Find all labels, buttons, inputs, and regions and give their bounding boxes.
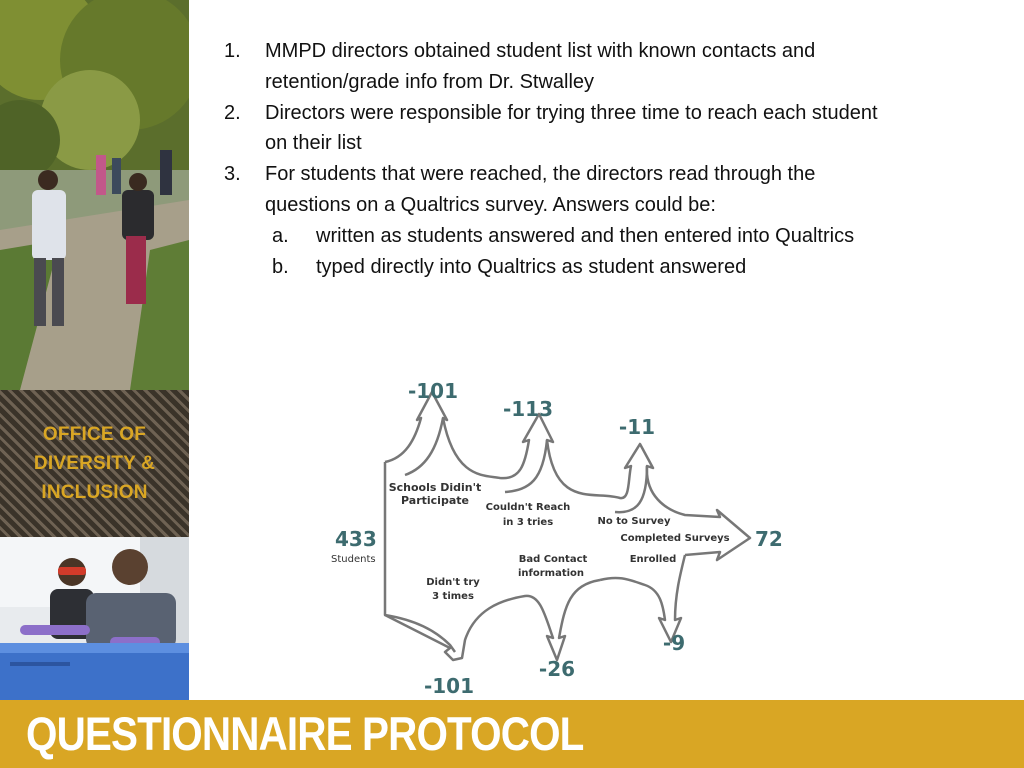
- bottom-branch-label-3: Enrolled: [629, 554, 677, 565]
- top-branch-value-3: -11: [618, 415, 656, 439]
- bottom-branch-label-2-line2: information: [517, 568, 585, 579]
- bottom-branch-value-2: -26: [538, 657, 576, 681]
- lab-photo: [0, 537, 189, 700]
- sub-list-letter: b.: [272, 255, 289, 278]
- list-number: 1.: [224, 40, 241, 62]
- main-arrow-top: [647, 466, 750, 560]
- bottom-branch-label-2-line1: Bad Contact: [518, 554, 588, 565]
- list-text: For students that were reached, the directors read through the questions on a Qualtrics survey. Answers could be:: [265, 163, 816, 216]
- sub-list-text: written as students answered and then entered into Qualtrics: [316, 224, 855, 247]
- list-item: [224, 159, 884, 221]
- top-branch-label-3: No to Survey: [597, 516, 671, 527]
- final-label: Completed Surveys: [620, 533, 730, 544]
- end-value: 72: [755, 527, 783, 551]
- bottom-branch-label-1-line2: 3 times: [432, 591, 474, 602]
- bottom-branch-arrow-1: [385, 580, 600, 660]
- list-number: 3.: [224, 163, 241, 186]
- list-text: Directors were responsible for trying three time to reach each student on their list: [265, 101, 878, 155]
- top-branch-arrow-1: [385, 392, 447, 475]
- top-branch-label-1-line2: Participate: [401, 494, 469, 507]
- top-branch-value-2: -113: [502, 397, 554, 421]
- flow-arrows: [385, 392, 750, 660]
- bottom-branch-arrow-2: [600, 555, 685, 642]
- sub-list-item: [272, 252, 884, 283]
- protocol-list: [224, 36, 884, 282]
- top-branch-value-1: -101: [407, 379, 459, 403]
- top-branch-label-2-line2: in 3 tries: [502, 517, 554, 528]
- title-bar: [0, 700, 1024, 768]
- office-title: OFFICE OF DIVERSITY & INCLUSION: [33, 424, 156, 503]
- list-number: 2.: [224, 101, 241, 124]
- start-value: 433: [335, 527, 377, 551]
- bottom-branch-value-3: -9: [662, 631, 686, 655]
- list-text: MMPD directors obtained student list with known contacts and retention/grade info from Dr. Stwalley: [265, 40, 816, 93]
- campus-photo: [0, 0, 189, 390]
- attrition-flow-diagram: [325, 370, 795, 700]
- slide-title: QUESTIONNAIRE PROTOCOL: [26, 707, 584, 760]
- sub-list-text: typed directly into Qualtrics as student answered: [316, 255, 747, 278]
- bottom-branch-label-1-line1: Didn't try: [426, 577, 480, 588]
- list-item: [224, 98, 884, 160]
- office-panel: [0, 390, 189, 537]
- top-branch-label-1-line1: Schools Didin't: [388, 481, 482, 494]
- sub-list-letter: a.: [272, 224, 289, 247]
- start-label: Students: [331, 554, 376, 565]
- bottom-branch-value-1: -101: [423, 674, 475, 698]
- list-item: [224, 36, 884, 98]
- top-branch-label-2-line1: Couldn't Reach: [485, 502, 571, 513]
- sub-list-item: [272, 221, 884, 252]
